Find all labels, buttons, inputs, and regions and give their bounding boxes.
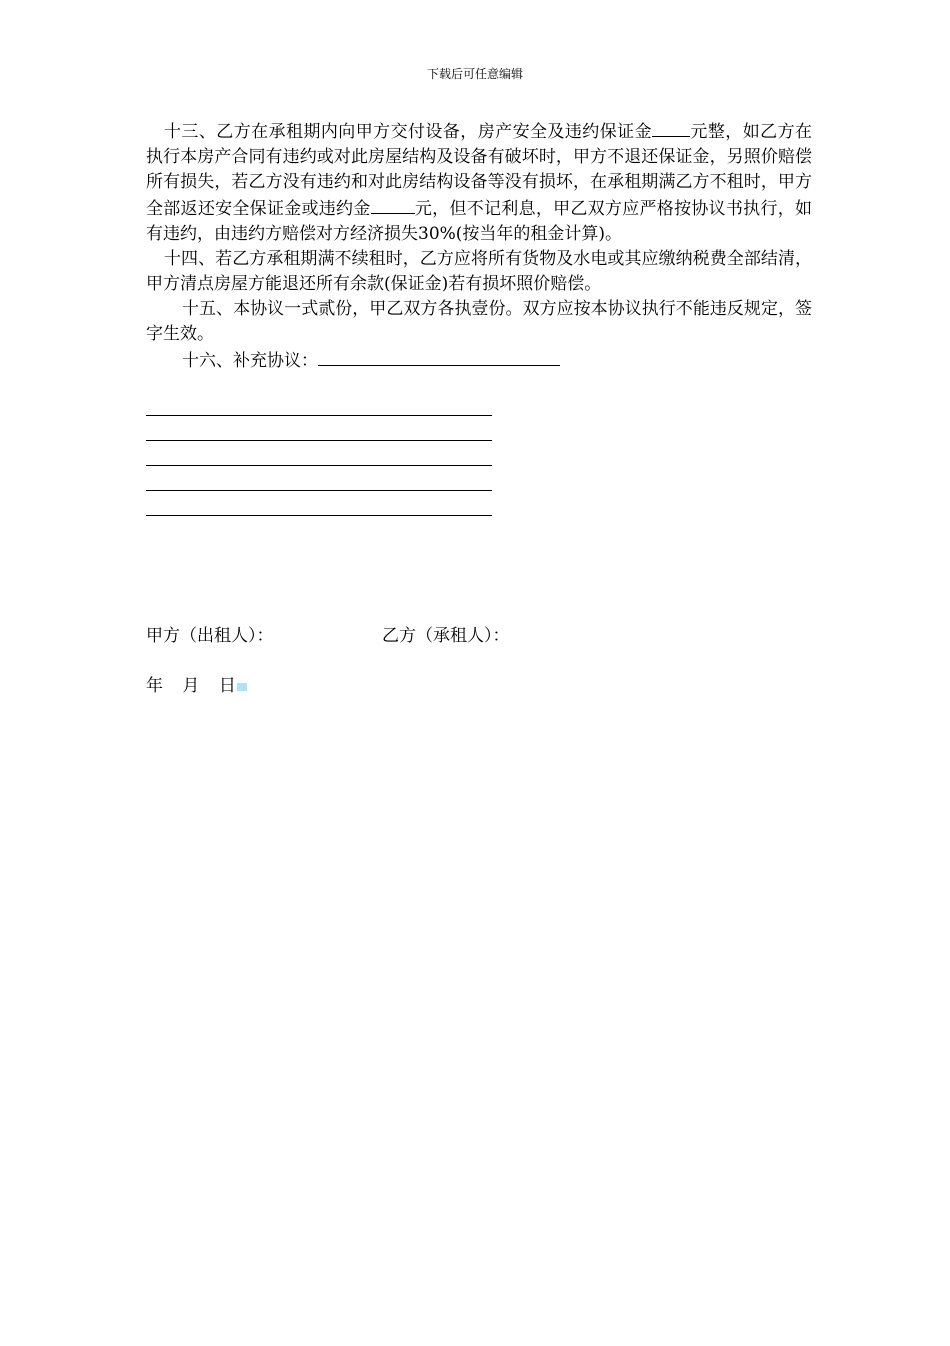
- clause-13-part-2: 元整，如乙方在执行本房产合同有违约或对此房屋结构及设备有破坏时，甲方不退还保证金，另照价赔偿所有损失，若乙方没有违约和对此房结构设备等没有损坏，在承租期满乙方不租时，甲方全部返还安全保证金或违约金: [146, 122, 813, 219]
- supplement-line: [146, 415, 492, 416]
- clause-13-part-3: 元，但不记利息，甲乙双方应严格按协议书执行，如有违约，由违约方赔偿对方经济损失30%(按当年的租金计算)。: [146, 199, 813, 244]
- date-day-label: 日: [218, 676, 236, 696]
- text-cursor-marker: [237, 683, 247, 691]
- deposit-amount-blank: [652, 118, 690, 137]
- supplement-line: [146, 490, 492, 491]
- clause-14: 十四、若乙方承租期满不续租时，乙方应将所有货物及水电或其应缴纳税费全部结清，甲方清点房屋方能退还所有余款(保证金)若有损坏照价赔偿。: [146, 249, 812, 294]
- clause-16-label: 十六、补充协议：: [182, 351, 318, 371]
- clause-13-part-1: 十三、乙方在承租期内向甲方交付设备，房产安全及违约保证金: [164, 122, 652, 142]
- supplement-line: [146, 440, 492, 441]
- party-b-label: 乙方（承租人）：: [382, 626, 510, 646]
- date-month-label: 月: [182, 676, 200, 696]
- clause-15: 十五、本协议一式贰份，甲乙双方各执壹份。双方应按本协议执行不能违反规定，签字生效。: [146, 299, 812, 344]
- clause-16: [146, 347, 812, 374]
- party-a-label: 甲方（出租人）：: [146, 626, 274, 646]
- supplement-lines: [146, 415, 492, 540]
- clause-13: [146, 118, 812, 247]
- supplement-line: [146, 515, 492, 516]
- refund-amount-blank: [371, 195, 415, 214]
- page-header-note: 下载后可任意编辑: [426, 67, 523, 81]
- supplement-line: [146, 465, 492, 466]
- date-row: [146, 674, 261, 699]
- document-body: [146, 118, 812, 374]
- supplement-blank: [318, 347, 560, 366]
- date-year-label: 年: [146, 676, 163, 696]
